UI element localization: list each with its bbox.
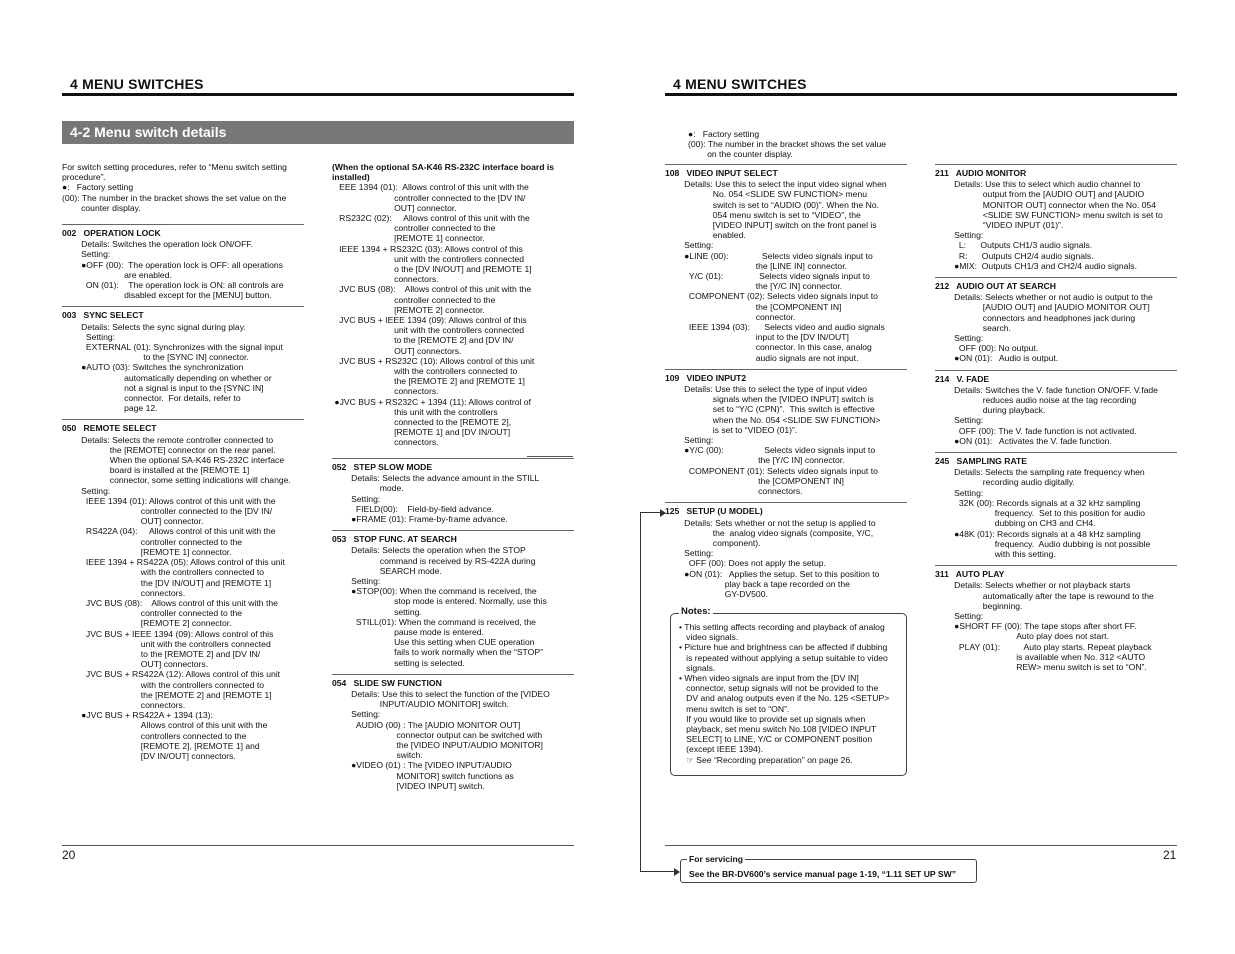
menu-switch-line: IEEE 1394 (03): Selects video and audio signals <box>665 322 885 333</box>
menu-switch-line: with the controllers connected to <box>62 567 265 578</box>
text-line: with the controllers connected to <box>332 366 518 377</box>
menu-switch-line: connectors. <box>665 486 803 497</box>
text-line: video signals. <box>679 632 739 643</box>
section-title: 4-2 Menu switch details <box>62 121 574 144</box>
menu-switch-line: the [COMPONENT IN] <box>665 301 842 312</box>
menu-switch-line: 054 menu switch is set to “VIDEO”, the <box>665 209 861 220</box>
text-line: (except IEEE 1394). <box>679 744 764 755</box>
menu-switch-line: ●STOP(00): When the command is received, the <box>332 586 537 597</box>
menu-switch-line: Details: Use this to select the input video signal when <box>665 179 887 190</box>
menu-switch-line: [DV IN/OUT] connectors. <box>62 750 236 761</box>
menu-switch-line: Use this setting when CUE operation <box>332 637 535 648</box>
text-line: connectors. <box>332 386 439 397</box>
menu-switch-line: frequency. Audio dubbing is not possible <box>935 538 1151 549</box>
menu-switch-line: automatically depending on whether or <box>62 372 272 383</box>
menu-switch-line: OFF (00): No output. <box>935 343 1039 354</box>
menu-switch-line: reduces audio noise at the tag recording <box>935 395 1137 406</box>
menu-switch-heading: 053 STOP FUNC. AT SEARCH <box>332 534 457 545</box>
menu-switch-line: ●SHORT FF (00): The tape stops after short FF. <box>935 621 1137 632</box>
rs232c-lines <box>332 182 574 447</box>
menu-switch-line: connectors and headphones jack during <box>935 312 1136 323</box>
menu-switch-block <box>935 452 1177 559</box>
text-line: ●JVC BUS + RS232C + 1394 (11): Allows control of <box>332 396 531 407</box>
menu-switch-heading: 054 SLIDE SW FUNCTION <box>332 677 442 688</box>
menu-switch-heading: 108 VIDEO INPUT SELECT <box>665 168 778 178</box>
text-line: If you would like to provide set up signals when <box>679 713 866 724</box>
text-line: playback, set menu switch No.108 [VIDEO INPUT <box>679 724 877 735</box>
menu-switch-line: with the controllers connected to <box>62 679 265 690</box>
menu-switch-line: ●48K (01): Records signals at a 48 kHz sampling <box>935 528 1141 539</box>
menu-switch-line: “VIDEO INPUT (01)”. <box>935 220 1064 231</box>
menu-switch-line: Details: Selects whether or not playback starts <box>935 580 1131 591</box>
menu-switch-line: disabled except for the [MENU] button. <box>62 290 272 301</box>
menu-switch-line: is set to “VIDEO (01)”. <box>665 424 798 435</box>
menu-switch-line: Y/C (01): Selects video signals input to <box>665 271 870 282</box>
menu-switch-line: ●Y/C (00): Selects video signals input to <box>665 445 876 456</box>
arrow-icon <box>660 509 666 517</box>
menu-switch-line: search. <box>935 322 1011 333</box>
menu-switch-line: the [REMOTE 2] and [REMOTE 1] <box>62 689 272 700</box>
menu-switch-line: with this setting. <box>935 548 1056 559</box>
text-line: EEE 1394 (01): Allows control of this unit with the <box>332 182 529 193</box>
text-line: • Picture hue and brightness can be affected if dubbing <box>679 642 888 653</box>
menu-switch-line: is available when No. 312 <AUTO <box>935 651 1146 662</box>
menu-switch-line: AUDIO (00) : The [AUDIO MONITOR OUT] <box>332 719 521 730</box>
menu-switch-line: [VIDEO INPUT] switch. <box>332 780 485 791</box>
menu-switch-line: ●ON (01): Activates the V. fade function. <box>935 435 1112 446</box>
menu-switch-line: signals when the [VIDEO INPUT] switch is <box>665 394 874 405</box>
menu-switch-line: FIELD(00): Field-by-field advance. <box>332 503 494 514</box>
text-line: SELECT] to LINE, Y/C or COMPONENT position <box>679 734 873 745</box>
menu-switch-line: OUT] connectors. <box>62 659 209 670</box>
menu-switch-line: audio signals are not input. <box>665 352 859 363</box>
left-column-1 <box>62 218 304 761</box>
right-chapter-rule <box>665 93 1177 96</box>
menu-switch-line: when the No. 054 <SLIDE SW FUNCTION> <box>665 414 881 425</box>
menu-switch-line: play back a tape recorded on the <box>665 578 850 589</box>
menu-switch-line: OFF (00): Does not apply the setup. <box>665 558 826 569</box>
text-line: • This setting affects recording and playback of analog <box>679 622 885 632</box>
menu-switch-heading: 311 AUTO PLAY <box>935 569 1005 580</box>
menu-switch-block <box>665 164 907 363</box>
menu-switch-line: automatically after the tape is rewound to the <box>935 590 1154 601</box>
menu-switch-heading: 212 AUDIO OUT AT SEARCH <box>935 281 1056 292</box>
menu-switch-block <box>332 674 574 791</box>
menu-switch-line: Details: Selects the operation when the STOP <box>332 545 526 556</box>
menu-switch-heading: 003 SYNC SELECT <box>62 310 144 321</box>
menu-switch-line: the [REMOTE] connector on the rear panel. <box>62 444 276 455</box>
text-line: is repeated without applying a setup suitable to video <box>679 652 888 663</box>
menu-switch-line: mode. <box>332 483 404 494</box>
menu-switch-line: setting is selected. <box>332 657 465 668</box>
menu-switch-line: Details: Selects the remote controller connected to <box>62 434 274 445</box>
left-column-2-top <box>332 162 574 448</box>
menu-switch-line: Setting: <box>332 709 381 720</box>
text-line: unit with the controllers connected <box>332 325 525 336</box>
menu-switch-line: enabled. <box>665 230 746 241</box>
menu-switch-line: pause mode is entered. <box>332 627 484 638</box>
text-line: JVC BUS + IEEE 1394 (09): Allows control of this <box>332 315 527 326</box>
text-line: the [REMOTE 2] and [REMOTE 1] <box>332 376 525 387</box>
right-column-1 <box>665 158 907 599</box>
menu-switch-line: connector output can be switched with <box>332 729 543 740</box>
menu-switch-line: controller connected to the <box>62 536 243 547</box>
menu-switch-heading: 211 AUDIO MONITOR <box>935 168 1027 178</box>
text-line: connector, setup signals will not be provided to the <box>679 683 879 694</box>
menu-switch-line: connector, some setting indications will change. <box>62 475 291 486</box>
menu-switch-line: board is installed at the [REMOTE 1] <box>62 465 250 476</box>
left-footer-rule <box>62 845 574 846</box>
menu-switch-block <box>665 502 907 599</box>
menu-switch-line: 32K (00): Records signals at a 32 kHz sampling <box>935 497 1141 508</box>
text-line: connectors. <box>332 274 439 285</box>
menu-switch-line: Details: Switches the V. fade function ON/OFF. V.fade <box>935 384 1158 395</box>
text-line: connectors. <box>332 437 439 448</box>
menu-switch-line: REW> menu switch is set to “ON”. <box>935 661 1147 672</box>
menu-switch-block <box>62 306 304 413</box>
servicing-box <box>680 854 977 883</box>
menu-switch-line: component). <box>665 537 761 548</box>
menu-switch-line: unit with the controllers connected <box>62 638 271 649</box>
menu-switch-line: ●ON (01): Audio is output. <box>935 353 1059 364</box>
menu-switch-line: the [COMPONENT IN] <box>665 475 844 486</box>
menu-switch-line: [REMOTE 1] connector. <box>62 546 232 557</box>
notes-box <box>670 606 907 776</box>
intro-line: ●: Factory setting <box>688 129 760 139</box>
menu-switch-line: controllers connected to the <box>62 730 247 741</box>
menu-switch-heading: 052 STEP SLOW MODE <box>332 462 433 472</box>
right-chapter-title: 4 MENU SWITCHES <box>673 76 807 92</box>
menu-switch-line: setting. <box>332 606 422 617</box>
menu-switch-line: to the [REMOTE 2] and [DV IN/ <box>62 648 261 659</box>
text-line: OUT] connector. <box>332 202 457 213</box>
menu-switch-heading: 245 SAMPLING RATE <box>935 456 1028 467</box>
left-intro <box>62 162 307 213</box>
menu-switch-line: Details: Switches the operation lock ON/OFF. <box>62 239 254 250</box>
notes-title: Notes: <box>681 606 711 617</box>
menu-switch-line: Setting: <box>935 610 984 621</box>
menu-switch-line: page 12. <box>62 403 158 414</box>
menu-switch-block <box>935 164 1177 271</box>
menu-switch-block <box>332 530 574 668</box>
menu-switch-line: Setting: <box>935 487 984 498</box>
right-footer-rule <box>665 845 1177 846</box>
menu-switch-heading: 109 VIDEO INPUT2 <box>665 372 747 383</box>
menu-switch-line: ●VIDEO (01) : The [VIDEO INPUT/AUDIO <box>332 760 512 771</box>
menu-switch-line: STILL(01): When the command is received, the <box>332 616 536 627</box>
menu-switch-block <box>62 224 304 300</box>
menu-switch-line: Setting: <box>665 435 714 446</box>
intro-line: For switch setting procedures, refer to “Menu switch setting procedure”. <box>62 162 290 183</box>
servicing-text: See the BR-DV600’s service manual page 1-19, “1.11 SET UP SW” <box>689 869 957 879</box>
menu-switch-line: R: Outputs CH2/4 audio signals. <box>935 250 1094 261</box>
menu-switch-line: Setting: <box>665 240 714 251</box>
menu-switch-block <box>935 277 1177 364</box>
servicing-connector-bottom <box>640 871 678 872</box>
menu-switch-line: to the [SYNC IN] connector. <box>62 352 249 363</box>
menu-switch-line: [VIDEO INPUT] switch on the front panel is <box>665 220 877 231</box>
menu-switch-line: Details: Selects the sampling rate frequency when <box>935 467 1145 478</box>
menu-switch-line: OFF (00): The V. fade function is not activated. <box>935 425 1137 436</box>
text-line: DV and analog outputs even if the No. 125 <SETUP> <box>679 693 890 704</box>
text-line: o the [DV IN/OUT] and [REMOTE 1] <box>332 264 532 275</box>
servicing-title: For servicing <box>689 854 743 864</box>
menu-switch-line: the [VIDEO INPUT/AUDIO MONITOR] <box>332 740 543 751</box>
menu-switch-line: the [DV IN/OUT] and [REMOTE 1] <box>62 577 272 588</box>
menu-switch-line: SEARCH mode. <box>332 565 442 576</box>
text-line: controller connected to the <box>332 223 496 234</box>
menu-switch-line: output from the [AUDIO OUT] and [AUDIO <box>935 189 1145 200</box>
menu-switch-line: Setting: <box>332 576 381 587</box>
menu-switch-line: [REMOTE 2], [REMOTE 1] and <box>62 740 260 751</box>
left-chapter-rule <box>62 93 574 96</box>
menu-switch-line: Details: Use this to select the type of input video <box>665 384 868 395</box>
right-column-2 <box>935 158 1177 672</box>
menu-switch-line: MONITOR OUT] connector when the No. 054 <box>935 199 1156 210</box>
text-line: controller connected to the <box>332 294 496 305</box>
menu-switch-line: connectors. <box>62 587 186 598</box>
menu-switch-line: PLAY (01): Auto play starts. Repeat playback <box>935 641 1152 652</box>
right-intro <box>688 129 908 160</box>
menu-switch-line: beginning. <box>935 600 1023 611</box>
text-line: ☞ See “Recording preparation” on page 26. <box>679 754 853 765</box>
left-column-2 <box>332 452 574 791</box>
menu-switch-line: COMPONENT (02): Selects video signals input to <box>665 291 878 302</box>
menu-switch-heading: 214 V. FADE <box>935 373 990 384</box>
menu-switch-line: connectors. <box>62 699 186 710</box>
menu-switch-line: during playback. <box>935 405 1046 416</box>
menu-switch-line: Details: Use this to select which audio channel to <box>935 179 1141 190</box>
menu-switch-line: ●OFF (00): The operation lock is OFF: all operations <box>62 259 283 270</box>
text-line: IEEE 1394 + RS232C (03): Allows control of this <box>332 243 523 254</box>
intro-line: counter display. <box>62 202 141 213</box>
menu-switch-line: Auto play does not start. <box>935 631 1109 642</box>
menu-switch-line: Setting: <box>935 333 984 344</box>
menu-switch-line: set to “Y/C (CPN)”. This switch is effective <box>665 404 875 415</box>
menu-switch-line: frequency. Set to this position for audio <box>935 508 1146 519</box>
menu-switch-line: controller connected to the <box>62 608 243 619</box>
text-line: [REMOTE 1] connector. <box>332 233 485 244</box>
text-line: JVC BUS + RS232C (10): Allows control of this unit <box>332 355 535 366</box>
left-chapter-title: 4 MENU SWITCHES <box>70 76 204 92</box>
menu-switch-line: Details: Selects the sync signal during play. <box>62 321 246 332</box>
menu-switch-line: ●AUTO (03): Switches the synchronization <box>62 362 244 373</box>
menu-switch-line: When the optional SA-K46 RS-232C interface <box>62 455 285 466</box>
rs232c-heading: (When the optional SA-K46 RS-232C interface board is installed) <box>332 162 557 183</box>
menu-switch-line: switch is set to “AUDIO (00)”. When the No. <box>665 199 879 210</box>
menu-switch-line: input to the [DV IN/OUT] <box>665 332 849 343</box>
menu-switch-line: Allows control of this unit with the <box>62 720 268 731</box>
menu-switch-line: JVC BUS + RS422A (12): Allows control of this unit <box>62 669 281 680</box>
notes-lines <box>679 622 900 765</box>
menu-switch-line: the [Y/C IN] connector. <box>665 455 845 466</box>
text-line: menu switch is set to “ON”. <box>679 703 790 714</box>
menu-switch-line: ●ON (01): Applies the setup. Set to this position to <box>665 568 880 579</box>
menu-switch-line: OUT] connector. <box>62 516 204 527</box>
menu-switch-heading: 125 SETUP (U MODEL) <box>665 506 763 517</box>
intro-line: (00): The number in the bracket shows the set value <box>688 139 887 150</box>
text-line: • When video signals are input from the [DV IN] <box>679 673 859 684</box>
menu-switch-line: MONITOR] switch functions as <box>332 770 514 781</box>
menu-switch-line: ●JVC BUS + RS422A + 1394 (13): <box>62 710 213 721</box>
menu-switch-line: <SLIDE SW FUNCTION> menu switch is set to <box>935 209 1163 220</box>
menu-switch-line: Setting: <box>62 249 111 260</box>
menu-switch-block <box>935 370 1177 446</box>
menu-switch-line: ●FRAME (01): Frame-by-frame advance. <box>332 514 508 525</box>
menu-switch-block <box>935 565 1177 672</box>
menu-switch-line: are enabled. <box>62 269 172 280</box>
menu-switch-line: Setting: <box>935 230 984 241</box>
servicing-connector-line <box>640 512 641 872</box>
menu-switch-block <box>332 458 574 524</box>
menu-switch-line: IEEE 1394 (01): Allows control of this unit with the <box>62 495 276 506</box>
menu-switch-line: Setting: <box>665 548 714 559</box>
menu-switch-line: fails to work normally when the “STOP” <box>332 647 543 658</box>
menu-switch-line: JVC BUS + IEEE 1394 (09): Allows control of this <box>62 628 274 639</box>
menu-switch-line: Setting: <box>935 415 984 426</box>
intro-line: ●: Factory setting <box>62 182 134 193</box>
text-line: this unit with the controllers <box>332 406 498 417</box>
menu-switch-line: [AUDIO OUT] and [AUDIO MONITOR OUT] <box>935 302 1150 313</box>
menu-switch-line: the [LINE IN] connector. <box>665 260 847 271</box>
menu-switch-line: [REMOTE 2] connector. <box>62 618 232 629</box>
intro-line: on the counter display. <box>688 149 793 160</box>
text-line: OUT] connectors. <box>332 345 462 356</box>
menu-switch-heading: 002 OPERATION LOCK <box>62 228 161 238</box>
left-page-number: 20 <box>62 848 76 862</box>
menu-switch-line: GY-DV500. <box>665 588 768 599</box>
menu-switch-line: controller connected to the [DV IN/ <box>62 506 273 517</box>
menu-switch-line: Details: Selects the advance amount in the STILL <box>332 473 540 484</box>
menu-switch-line: command is received by RS-422A during <box>332 555 536 566</box>
menu-switch-line: ●LINE (00): Selects video signals input to <box>665 250 873 261</box>
menu-switch-line: No. 054 <SLIDE SW FUNCTION> menu <box>665 189 868 200</box>
text-line: unit with the controllers connected <box>332 253 525 264</box>
menu-switch-line: RS422A (04): Allows control of this unit with the <box>62 526 276 537</box>
text-line: [REMOTE 1] and [DV IN/OUT] <box>332 427 511 438</box>
menu-switch-line: L: Outputs CH1/3 audio signals. <box>935 240 1093 251</box>
menu-switch-block <box>62 419 304 761</box>
menu-switch-line: JVC BUS (08): Allows control of this unit with the <box>62 597 278 608</box>
text-line: JVC BUS (08): Allows control of this unit with the <box>332 284 532 295</box>
menu-switch-block <box>665 369 907 496</box>
menu-switch-heading: 050 REMOTE SELECT <box>62 423 157 434</box>
menu-switch-line: switch. <box>332 750 423 761</box>
right-page-number: 21 <box>1163 848 1177 862</box>
menu-switch-line: ON (01): The operation lock is ON: all controls are <box>62 280 284 291</box>
menu-switch-line: recording audio digitally. <box>935 477 1075 488</box>
menu-switch-line: IEEE 1394 + RS422A (05): Allows control of this unit <box>62 557 285 568</box>
menu-switch-line: the analog video signals (composite, Y/C, <box>665 527 874 538</box>
text-line: to the [REMOTE 2] and [DV IN/ <box>332 335 514 346</box>
menu-switch-line: connector. In this case, analog <box>665 342 872 353</box>
menu-switch-line: connector. <box>665 311 796 322</box>
menu-switch-line: dubbing on CH3 and CH4. <box>935 518 1096 529</box>
text-line: RS232C (02): Allows control of this unit with the <box>332 213 530 224</box>
menu-switch-line: ●MIX: Outputs CH1/3 and CH2/4 audio signals. <box>935 260 1137 271</box>
menu-switch-line: Setting: <box>332 493 381 504</box>
text-line: [REMOTE 2] connector. <box>332 304 485 315</box>
menu-switch-line: the [Y/C IN] connector. <box>665 281 843 292</box>
menu-switch-line: Setting: <box>62 485 111 496</box>
menu-switch-line: connector. For details, refer to <box>62 393 241 404</box>
menu-switch-line: Details: Selects whether or not audio is output to the <box>935 292 1153 303</box>
menu-switch-line: COMPONENT (01): Selects video signals input to <box>665 465 878 476</box>
menu-switch-line: INPUT/AUDIO MONITOR] switch. <box>332 699 509 710</box>
text-line: signals. <box>679 662 716 673</box>
text-line: connected to the [REMOTE 2], <box>332 417 512 428</box>
menu-switch-line: stop mode is entered. Normally, use this <box>332 596 547 607</box>
intro-line: (00): The number in the bracket shows the set value on the <box>62 192 287 203</box>
menu-switch-line: Details: Sets whether or not the setup is applied to <box>665 517 876 528</box>
menu-switch-line: not a signal is input to the [SYNC IN] <box>62 382 264 393</box>
text-line: controller connected to the [DV IN/ <box>332 192 526 203</box>
menu-switch-line: Details: Use this to select the function of the [VIDEO <box>332 689 550 700</box>
menu-switch-line: EXTERNAL (01): Synchronizes with the signal input <box>62 342 283 353</box>
menu-switch-line: Setting: <box>62 331 116 342</box>
